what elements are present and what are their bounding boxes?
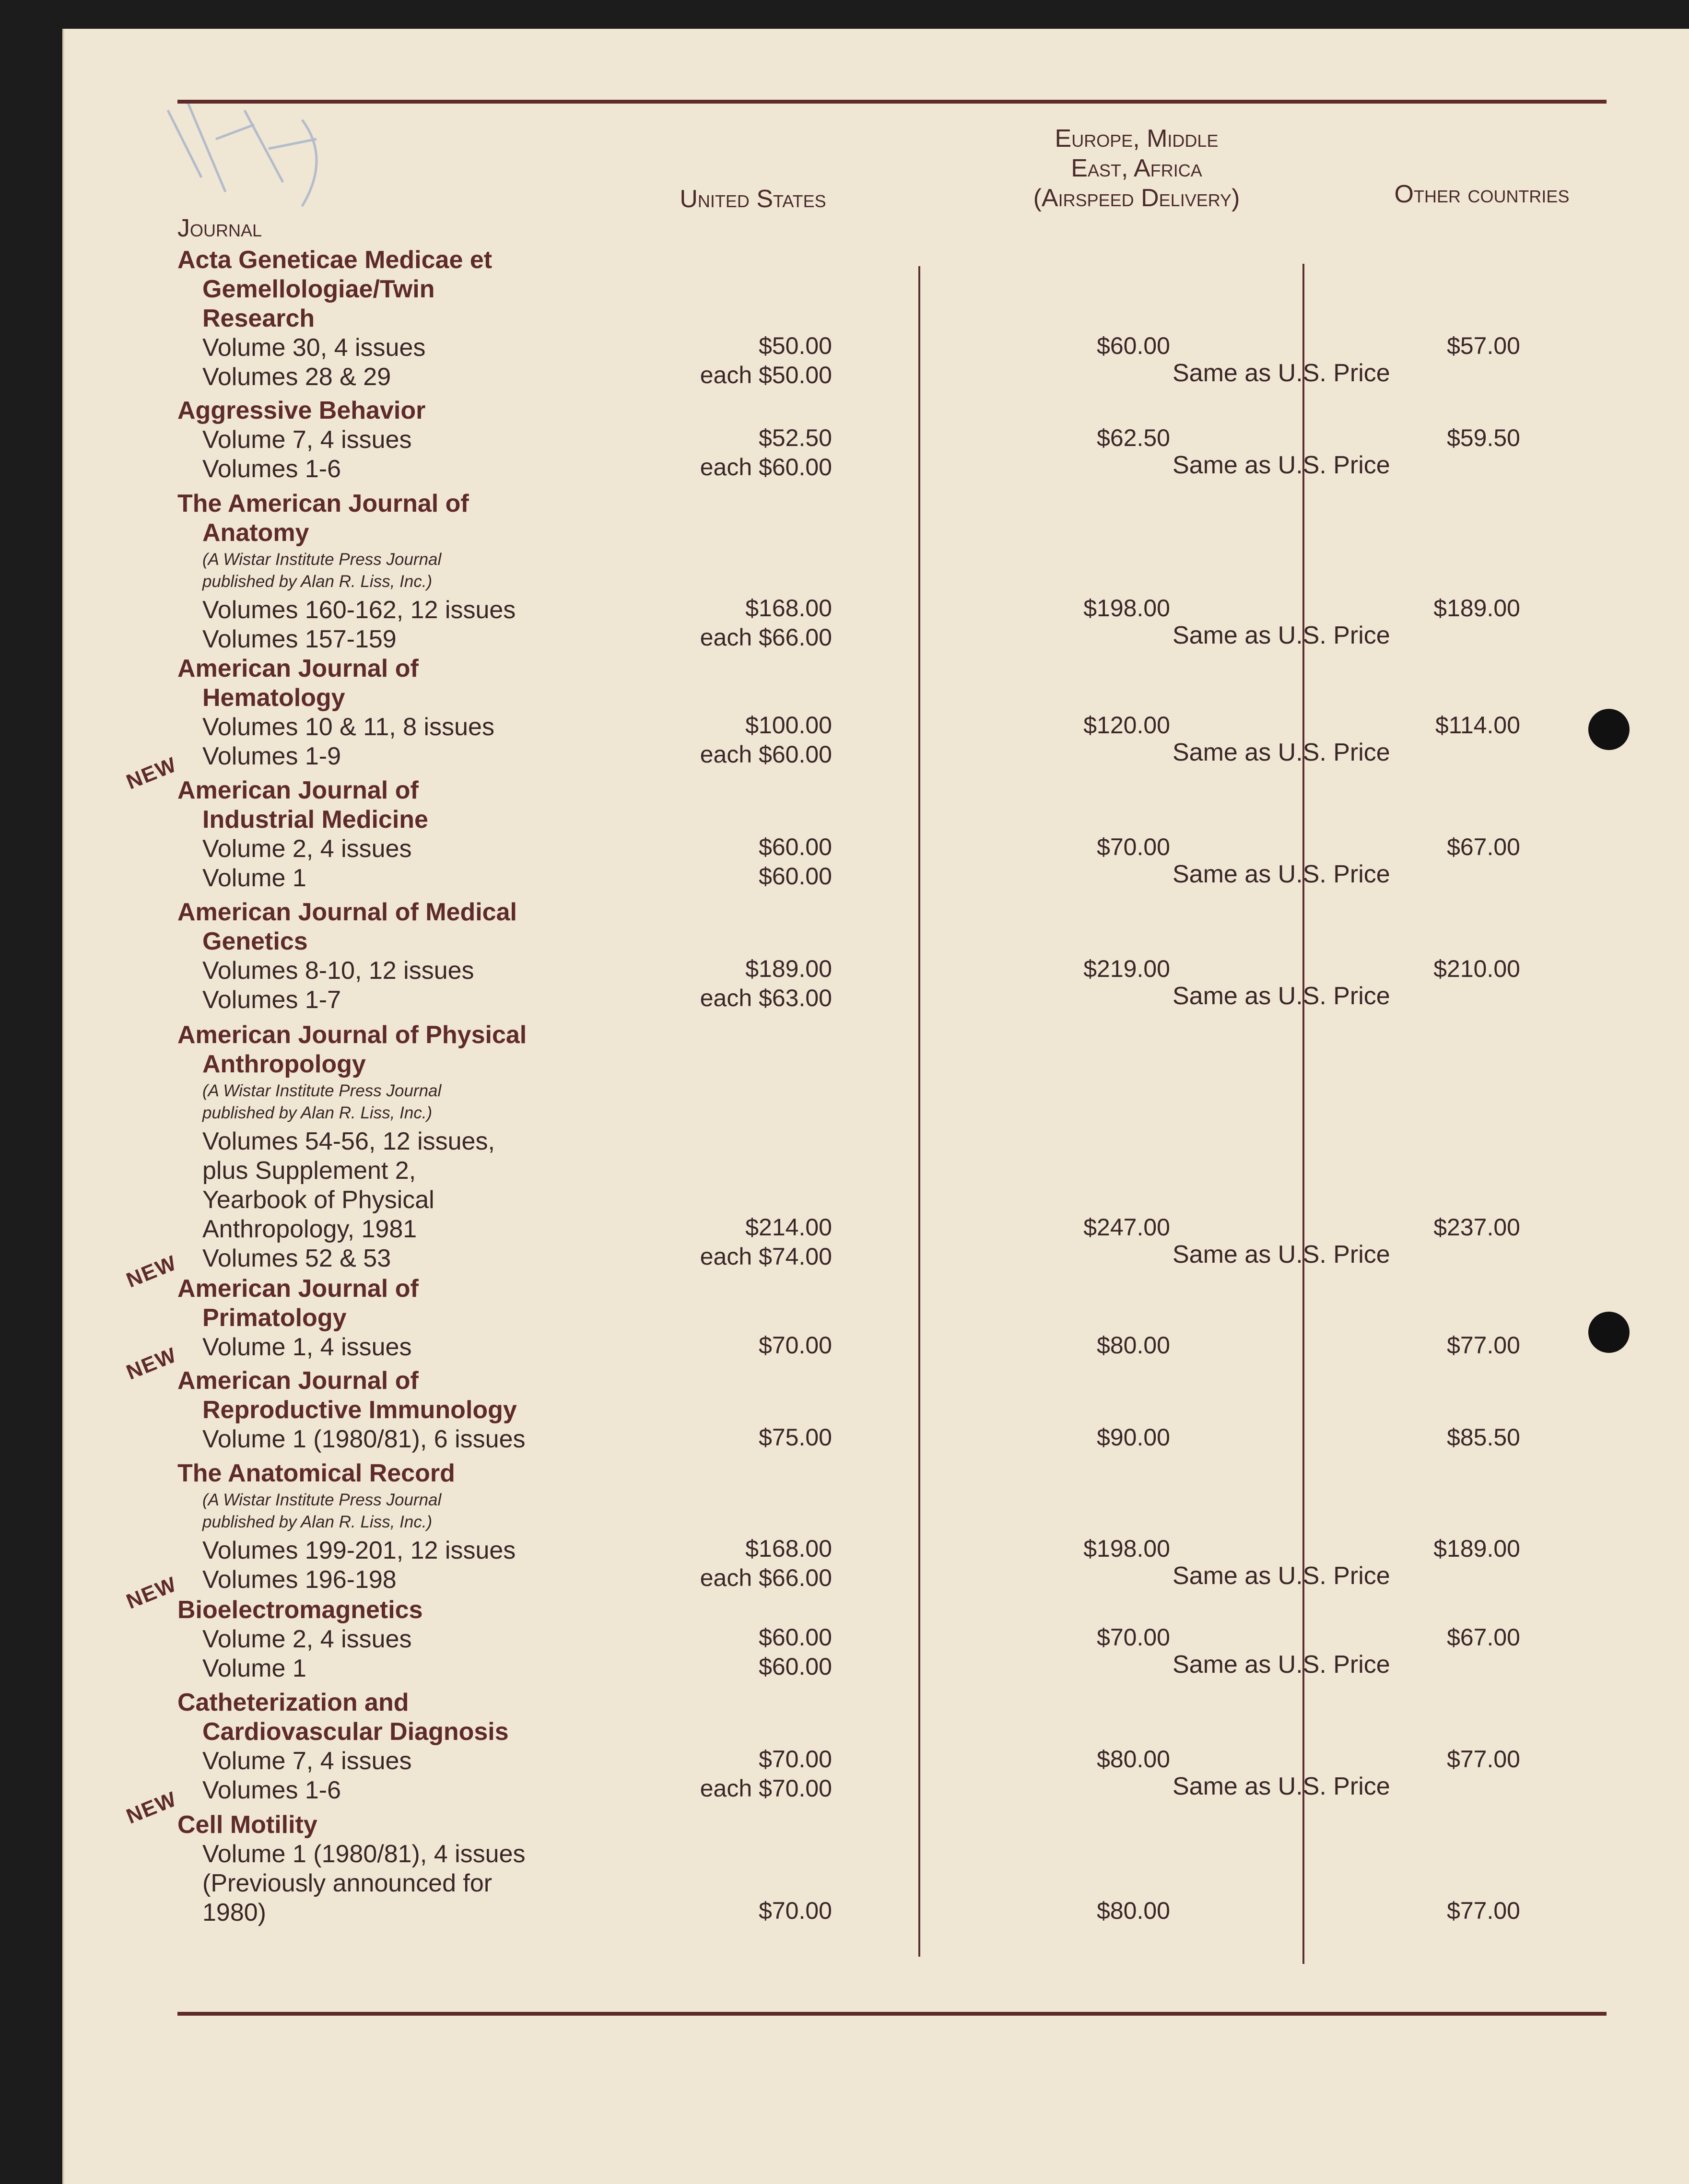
volume-label: Volumes 199-201, 12 issues [202,1537,516,1564]
price-europe: $198.00 [1083,595,1170,622]
journal-title [177,489,469,548]
header-journal: Journal [177,214,262,242]
same-as-us-price: Same as U.S. Price [1173,739,1390,766]
price-other: $67.00 [1447,834,1520,860]
volume-label: Volume 1 [202,864,306,892]
journal-title [177,1596,423,1625]
journal-title-line: American Journal of [177,655,419,682]
price-us: $60.00 [759,1653,832,1680]
journal-title [177,1366,517,1425]
price-us: each $63.00 [700,985,832,1011]
volume-label: Volumes 1-6 [202,455,341,483]
price-us: each $60.00 [700,454,832,481]
column-divider-2 [1302,264,1304,1964]
journal-title [177,1021,527,1079]
price-europe: $80.00 [1097,1746,1170,1773]
volume-label: Volume 1, 4 issues [202,1333,412,1361]
journal-title [177,1688,509,1747]
price-us: $70.00 [759,1746,832,1773]
price-europe: $80.00 [1097,1332,1170,1359]
volume-label: Volumes 8-10, 12 issues [202,957,474,985]
journal-title [177,654,419,713]
volume-label: Volumes 160-162, 12 issues [202,596,516,624]
publisher-note-line: published by Alan R. Liss, Inc.) [202,572,433,591]
price-other: $77.00 [1447,1746,1520,1773]
price-us: $70.00 [759,1332,832,1359]
price-other: $59.50 [1447,424,1520,451]
price-europe: $198.00 [1083,1535,1170,1562]
publisher-note-line: (A Wistar Institute Press Journal [202,1081,442,1100]
price-europe: $70.00 [1097,1624,1170,1651]
volume-label: Volumes 10 & 11, 8 issues [202,713,494,741]
same-as-us-price: Same as U.S. Price [1173,1773,1390,1800]
price-us: $75.00 [759,1424,832,1451]
journal-title [177,1459,455,1488]
volume-label: Volumes 54-56, 12 issues, plus Supplement 2, Yearbook of Physical Anthropology, 1981 [202,1127,495,1243]
publisher-note [202,1080,441,1124]
journal-title-line: Primatology [202,1304,347,1332]
price-other: $77.00 [1447,1897,1520,1924]
journal-title-line: Genetics [202,928,308,955]
price-us: each $66.00 [700,624,832,651]
same-as-us-price: Same as U.S. Price [1173,1651,1390,1679]
new-badge: NEW [123,1787,180,1829]
journal-title [177,396,425,425]
price-europe: $90.00 [1097,1424,1170,1451]
journal-title [177,898,517,956]
volume-label: Volumes 157-159 [202,625,397,653]
journal-title-line: Anatomy [202,519,309,547]
same-as-us-price: Same as U.S. Price [1173,451,1390,479]
volume-label: Volumes 1-7 [202,986,341,1014]
volume-label: Volume 1 (1980/81), 4 issues (Previously announced for 1980) [202,1840,526,1926]
journal-title-line: The American Journal of [177,490,469,517]
journal-title [177,246,492,333]
journal-title-line: Anthropology [202,1050,366,1078]
journal-title [177,1274,419,1333]
same-as-us-price: Same as U.S. Price [1173,1562,1390,1590]
journal-title-line: Research [202,305,315,332]
publisher-note-line: (A Wistar Institute Press Journal [202,550,442,569]
price-us: each $60.00 [700,741,832,768]
price-us: $189.00 [745,955,832,982]
price-other: $189.00 [1433,595,1520,622]
journal-title-line: American Journal of [177,1367,419,1395]
new-badge: NEW [123,752,180,794]
price-us: $60.00 [759,1624,832,1651]
header-united-states: United States [680,185,826,213]
publisher-note [202,549,441,593]
volume-label: Volume 2, 4 issues [202,1625,412,1653]
price-us: $52.50 [759,424,832,451]
same-as-us-price: Same as U.S. Price [1173,1241,1390,1268]
volume-label: Volumes 1-9 [202,742,341,770]
price-us: each $66.00 [700,1564,832,1591]
journal-title-line: Catheterization and [177,1689,409,1716]
price-us: $100.00 [745,712,832,739]
volume-label: Volume 1 (1980/81), 6 issues [202,1425,526,1453]
price-europe: $70.00 [1097,834,1170,860]
price-other: $114.00 [1435,712,1520,739]
publisher-note-line: (A Wistar Institute Press Journal [202,1491,442,1509]
price-us: $70.00 [759,1897,832,1924]
new-badge: NEW [123,1343,180,1385]
volume-label: Volumes 1-6 [202,1776,341,1804]
volume-label: Volume 1 [202,1655,306,1682]
header-europe-line2: East, Africa [1071,154,1202,182]
top-rule [177,100,1607,104]
header-europe [978,124,1295,213]
price-europe: $62.50 [1097,424,1170,451]
header-other-countries: Other countries [1394,180,1570,208]
price-us: $60.00 [759,834,832,860]
binder-hole [1588,709,1630,750]
price-us: $168.00 [745,595,832,622]
price-europe: $219.00 [1083,955,1170,982]
price-other: $237.00 [1433,1214,1520,1241]
journal-title-line: American Journal of Medical [177,898,517,926]
header-europe-line3: (Airspeed Delivery) [1033,184,1240,212]
volume-label: Volume 7, 4 issues [202,1747,412,1775]
same-as-us-price: Same as U.S. Price [1173,860,1390,888]
journal-title-line: The Anatomical Record [177,1459,455,1487]
price-us: each $74.00 [700,1243,832,1270]
journal-title-line: American Journal of [177,1275,419,1303]
volume-label: Volume 30, 4 issues [202,334,426,362]
journal-title-line: Bioelectromagnetics [177,1596,423,1624]
journal-title-line: Hematology [202,684,345,712]
price-other: $57.00 [1447,332,1520,359]
new-badge: NEW [123,1251,180,1292]
volume-label: Volume 7, 4 issues [202,426,412,454]
publisher-note [202,1489,441,1533]
journal-title-line: Aggressive Behavior [177,397,426,424]
price-other: $77.00 [1447,1332,1520,1359]
price-us: $168.00 [745,1535,832,1562]
binder-hole [1588,1312,1630,1353]
same-as-us-price: Same as U.S. Price [1173,359,1390,387]
journal-title-line: Gemellologiae/Twin [202,275,435,303]
volume-label: Volumes 28 & 29 [202,363,391,391]
price-us: each $70.00 [700,1775,832,1802]
price-europe: $247.00 [1083,1214,1170,1241]
journal-title-line: Cell Motility [177,1811,317,1839]
new-badge: NEW [123,1572,180,1614]
journal-title-line: Reproductive Immunology [202,1396,517,1424]
journal-title [177,776,428,834]
bottom-rule [177,2012,1607,2016]
journal-title [177,1810,317,1840]
price-other: $67.00 [1447,1624,1520,1651]
journal-title-line: Industrial Medicine [202,806,428,834]
publisher-note-line: published by Alan R. Liss, Inc.) [202,1104,433,1122]
price-europe: $60.00 [1097,332,1170,359]
column-divider-1 [918,266,920,1957]
price-other: $85.50 [1447,1424,1520,1451]
price-us: $214.00 [745,1214,832,1241]
same-as-us-price: Same as U.S. Price [1173,982,1390,1010]
price-europe: $120.00 [1083,712,1170,739]
price-europe: $80.00 [1097,1897,1170,1924]
price-us: each $50.00 [700,362,832,388]
same-as-us-price: Same as U.S. Price [1173,622,1390,649]
journal-title-line: American Journal of Physical [177,1021,527,1049]
publisher-note-line: published by Alan R. Liss, Inc.) [202,1513,433,1531]
journal-title-line: Cardiovascular Diagnosis [202,1718,509,1746]
volume-label: Volume 2, 4 issues [202,835,412,863]
price-other: $210.00 [1433,955,1520,982]
volume-label: Volumes 196-198 [202,1566,397,1594]
price-us: $50.00 [759,332,832,359]
journal-title-line: Acta Geneticae Medicae et [177,246,493,274]
journal-title-line: American Journal of [177,776,419,804]
volume-label: Volumes 52 & 53 [202,1245,391,1272]
price-us: $60.00 [759,863,832,890]
price-other: $189.00 [1433,1535,1520,1562]
header-europe-line1: Europe, Middle [1055,125,1219,153]
